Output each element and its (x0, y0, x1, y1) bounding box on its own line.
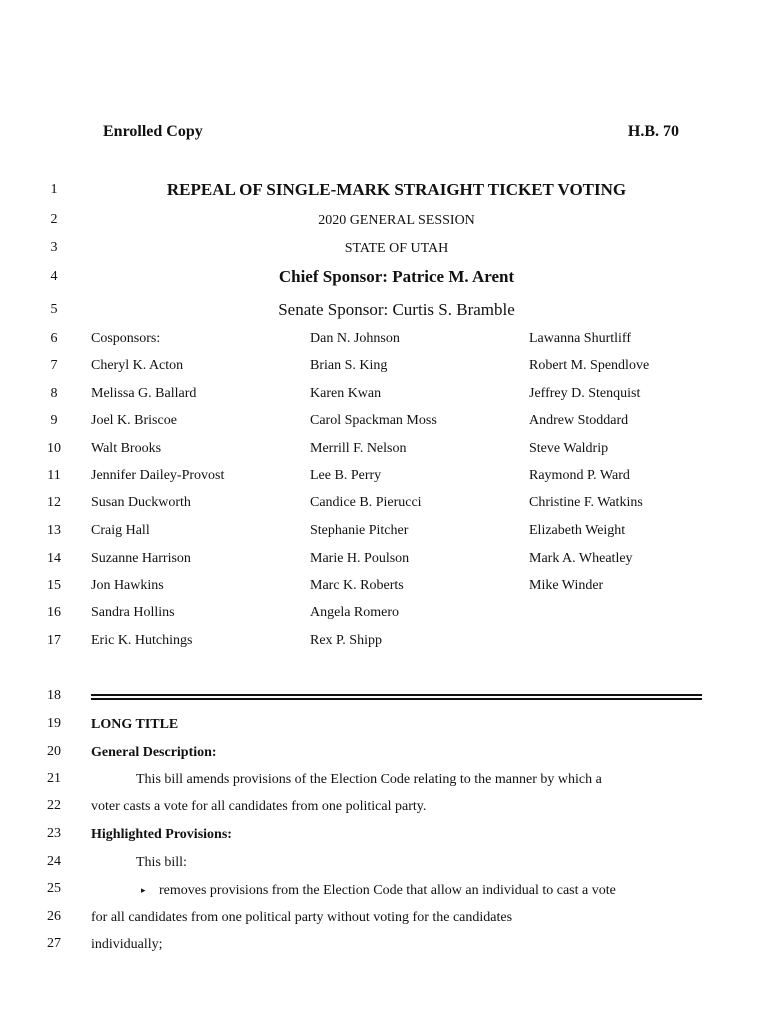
cosponsor-name: Walt Brooks (91, 441, 162, 456)
line-number: 24 (47, 854, 61, 869)
section-divider (91, 694, 702, 696)
highlighted-provisions-heading: Highlighted Provisions: (91, 827, 232, 842)
cosponsor-name: Karen Kwan (310, 386, 382, 401)
line-number: 8 (50, 386, 58, 401)
cosponsor-name: Lee B. Perry (310, 468, 382, 483)
cosponsor-name: Angela Romero (310, 605, 400, 620)
cosponsor-name: Merrill F. Nelson (310, 441, 407, 456)
line-number: 12 (47, 495, 61, 510)
cosponsor-name: Dan N. Johnson (310, 331, 400, 346)
line-number: 26 (47, 909, 61, 924)
line-number: 20 (47, 744, 61, 759)
cosponsor-name: Rex P. Shipp (310, 633, 382, 648)
cosponsor-name: Melissa G. Ballard (91, 386, 197, 401)
cosponsor-name: Brian S. King (310, 358, 388, 373)
this-bill-text: This bill: (136, 855, 187, 870)
line-number: 1 (50, 182, 58, 197)
cosponsor-name: Jeffrey D. Stenquist (529, 386, 641, 401)
cosponsor-name: Christine F. Watkins (529, 495, 643, 510)
line-number: 9 (50, 413, 58, 428)
line-number: 21 (47, 771, 61, 786)
bullet-continuation: for all candidates from one political party without voting for the candidates (91, 910, 513, 925)
line-number: 13 (47, 523, 61, 538)
long-title-heading: LONG TITLE (91, 717, 179, 732)
cosponsor-name: Jennifer Dailey-Provost (91, 468, 225, 483)
cosponsors-label: Cosponsors: (91, 331, 161, 346)
bullet-item (91, 881, 702, 900)
cosponsor-name: Candice B. Pierucci (310, 495, 422, 510)
line-number: 23 (47, 826, 61, 841)
senate-sponsor: Senate Sponsor: Curtis S. Bramble (278, 300, 515, 319)
cosponsor-name: Carol Spackman Moss (310, 413, 437, 428)
bill-title: REPEAL OF SINGLE-MARK STRAIGHT TICKET VOTING (166, 180, 627, 199)
cosponsor-name: Jon Hawkins (91, 578, 164, 593)
line-number: 3 (50, 240, 58, 255)
cosponsor-name: Marie H. Poulson (310, 551, 410, 566)
line-number: 7 (50, 358, 58, 373)
cosponsor-name: Joel K. Briscoe (91, 413, 177, 428)
cosponsor-name: Stephanie Pitcher (310, 523, 409, 538)
state-label: STATE OF UTAH (344, 241, 449, 256)
bullet-text: removes provisions from the Election Code that allow an individual to cast a vote (159, 883, 616, 898)
line-number: 6 (50, 331, 58, 346)
description-text: voter casts a vote for all candidates from one political party. (91, 799, 427, 814)
header-bill-number: H.B. 70 (627, 123, 679, 140)
cosponsor-name: Susan Duckworth (91, 495, 191, 510)
cosponsor-name: Mark A. Wheatley (529, 551, 633, 566)
cosponsor-name: Andrew Stoddard (529, 413, 629, 428)
cosponsor-name: Marc K. Roberts (310, 578, 404, 593)
line-number: 18 (47, 688, 61, 703)
line-number: 5 (50, 302, 58, 317)
line-number: 4 (50, 269, 58, 284)
bullet-triangle-icon: ▸ (141, 885, 146, 895)
line-number: 27 (47, 936, 61, 951)
cosponsor-name: Lawanna Shurtliff (529, 331, 631, 346)
chief-sponsor: Chief Sponsor: Patrice M. Arent (278, 267, 515, 286)
section-divider (91, 698, 702, 700)
cosponsor-name: Elizabeth Weight (529, 523, 626, 538)
header-enrolled-copy: Enrolled Copy (103, 123, 203, 140)
cosponsor-name: Suzanne Harrison (91, 551, 191, 566)
line-number: 22 (47, 798, 61, 813)
cosponsor-name: Steve Waldrip (529, 441, 609, 456)
line-number: 2 (50, 212, 58, 227)
description-text: This bill amends provisions of the Election Code relating to the manner by which a (136, 772, 602, 787)
cosponsor-name: Robert M. Spendlove (529, 358, 650, 373)
general-description-heading: General Description: (91, 745, 217, 760)
line-number: 19 (47, 716, 61, 731)
cosponsor-name: Raymond P. Ward (529, 468, 630, 483)
line-number: 16 (47, 605, 61, 620)
line-number: 11 (47, 468, 61, 483)
line-number: 17 (47, 633, 61, 648)
cosponsor-name: Mike Winder (529, 578, 604, 593)
line-number: 15 (47, 578, 61, 593)
session-label: 2020 GENERAL SESSION (318, 213, 475, 228)
line-number: 14 (47, 551, 61, 566)
cosponsor-name: Cheryl K. Acton (91, 358, 184, 373)
line-number: 10 (47, 441, 61, 456)
bullet-continuation: individually; (91, 937, 163, 952)
line-number: 25 (47, 881, 61, 896)
cosponsor-name: Eric K. Hutchings (91, 633, 193, 648)
cosponsor-name: Craig Hall (91, 523, 150, 538)
cosponsor-name: Sandra Hollins (91, 605, 175, 620)
